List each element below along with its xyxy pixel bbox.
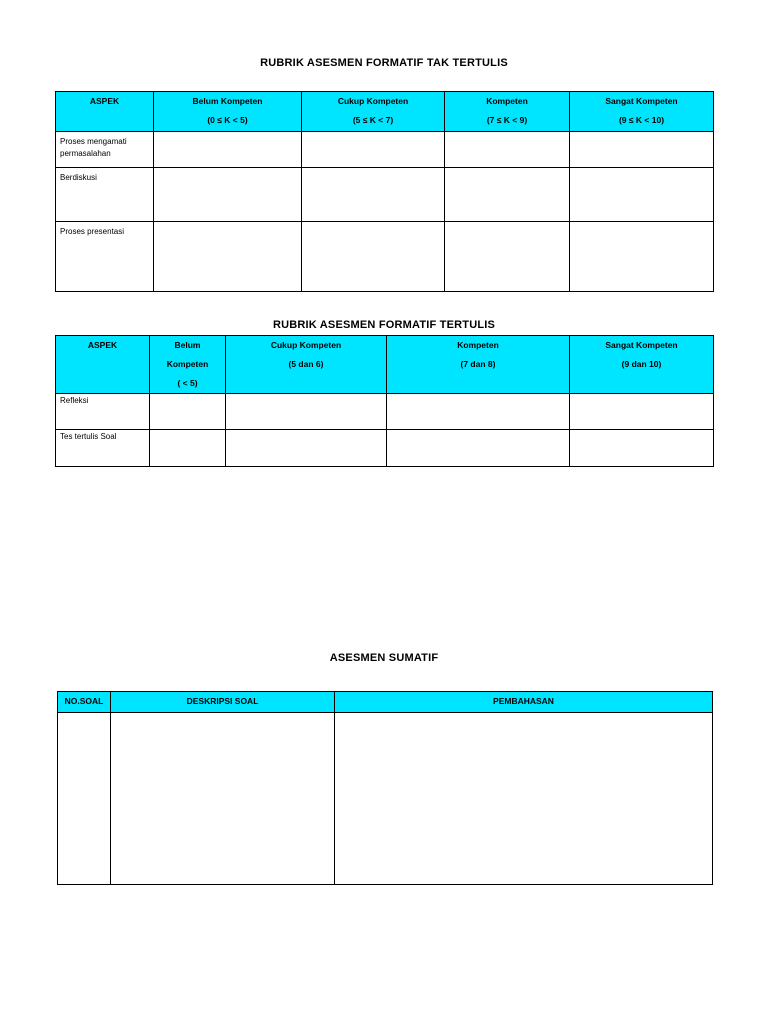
header-belum-kompeten: Belum Kompeten ( < 5) bbox=[150, 336, 226, 394]
aspek-label: Proses presentasi bbox=[60, 227, 125, 236]
rubric-cell[interactable] bbox=[226, 394, 387, 430]
header-aspek: ASPEK bbox=[56, 336, 150, 394]
aspek-label: Berdiskusi bbox=[60, 173, 97, 182]
table-row bbox=[56, 132, 714, 168]
table-header-row bbox=[56, 336, 714, 394]
header-no-soal: NO.SOAL bbox=[58, 692, 111, 713]
rubric-cell[interactable] bbox=[570, 394, 714, 430]
rubric-cell[interactable] bbox=[570, 132, 714, 168]
rubric-cell[interactable] bbox=[387, 430, 570, 467]
rubric-cell[interactable] bbox=[302, 222, 445, 292]
aspek-label: permasalahan bbox=[60, 149, 111, 158]
rubric-cell[interactable] bbox=[154, 168, 302, 222]
no-soal-cell[interactable] bbox=[58, 713, 111, 885]
table-row bbox=[56, 394, 714, 430]
header-deskripsi-soal: DESKRIPSI SOAL bbox=[111, 692, 335, 713]
rubric-cell[interactable] bbox=[302, 132, 445, 168]
aspek-cell bbox=[56, 394, 150, 430]
header-pembahasan: PEMBAHASAN bbox=[335, 692, 713, 713]
table2-title: RUBRIK ASESMEN FORMATIF TERTULIS bbox=[272, 319, 496, 331]
aspek-cell bbox=[56, 132, 154, 168]
header-cukup-kompeten: Cukup Kompeten (5 dan 6) bbox=[226, 336, 387, 394]
rubric-cell[interactable] bbox=[570, 222, 714, 292]
aspek-cell bbox=[56, 168, 154, 222]
rubric-cell[interactable] bbox=[570, 430, 714, 467]
aspek-cell bbox=[56, 222, 154, 292]
asesmen-sumatif-table bbox=[57, 691, 713, 885]
table3-title: ASESMEN SUMATIF bbox=[329, 652, 439, 664]
header-sangat-kompeten: Sangat Kompeten (9 dan 10) bbox=[570, 336, 714, 394]
aspek-label: Proses mengamati bbox=[60, 137, 127, 146]
rubric-cell[interactable] bbox=[387, 394, 570, 430]
header-kompeten: Kompeten (7 ≤ K < 9) bbox=[445, 92, 570, 132]
header-aspek: ASPEK bbox=[56, 92, 154, 132]
deskripsi-cell[interactable] bbox=[111, 713, 335, 885]
rubric-cell[interactable] bbox=[226, 430, 387, 467]
header-kompeten: Kompeten (7 dan 8) bbox=[387, 336, 570, 394]
header-sangat-kompeten: Sangat Kompeten (9 ≤ K < 10) bbox=[570, 92, 714, 132]
table-header-row bbox=[56, 92, 714, 132]
aspek-label: Refleksi bbox=[60, 396, 89, 405]
rubric-cell[interactable] bbox=[445, 132, 570, 168]
rubric-cell[interactable] bbox=[302, 168, 445, 222]
table1-title: RUBRIK ASESMEN FORMATIF TAK TERTULIS bbox=[260, 57, 508, 69]
rubric-cell[interactable] bbox=[150, 430, 226, 467]
table-row bbox=[56, 222, 714, 292]
rubric-cell[interactable] bbox=[445, 168, 570, 222]
table-row bbox=[58, 713, 713, 885]
rubric-table-tak-tertulis bbox=[55, 91, 714, 292]
table-row bbox=[56, 168, 714, 222]
rubric-cell[interactable] bbox=[154, 132, 302, 168]
rubric-cell[interactable] bbox=[150, 394, 226, 430]
header-cukup-kompeten: Cukup Kompeten (5 ≤ K < 7) bbox=[302, 92, 445, 132]
rubric-cell[interactable] bbox=[570, 168, 714, 222]
table-row bbox=[56, 430, 714, 467]
rubric-cell[interactable] bbox=[154, 222, 302, 292]
pembahasan-cell[interactable] bbox=[335, 713, 713, 885]
aspek-cell bbox=[56, 430, 150, 467]
aspek-label: Tes tertulis Soal bbox=[60, 432, 117, 441]
rubric-cell[interactable] bbox=[445, 222, 570, 292]
header-belum-kompeten: Belum Kompeten (0 ≤ K < 5) bbox=[154, 92, 302, 132]
table-header-row bbox=[58, 692, 713, 713]
rubric-table-tertulis bbox=[55, 335, 714, 467]
